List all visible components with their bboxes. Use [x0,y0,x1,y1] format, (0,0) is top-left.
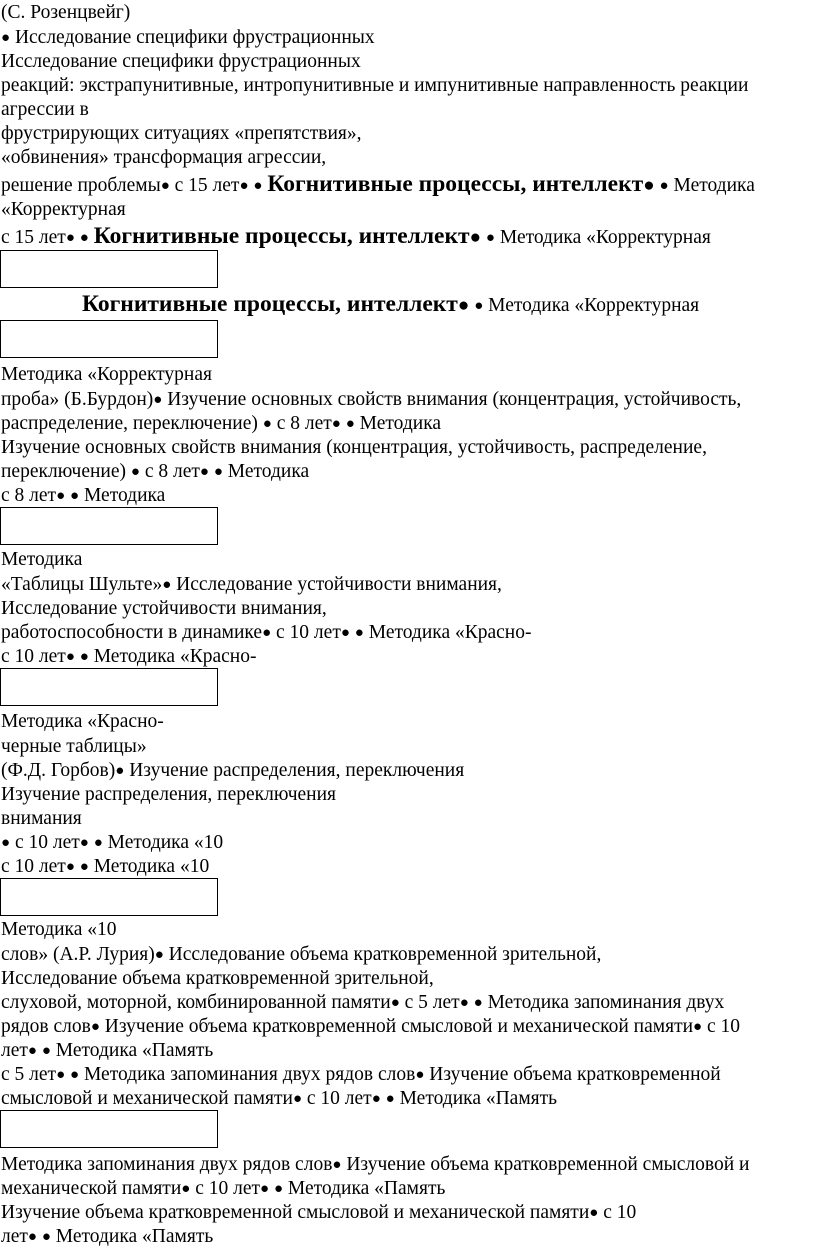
text-line-34: рядов слов● Изучение объема кратковременной смысловой и механической памяти● с 10 [1,1016,740,1037]
bullet-icon: ● [474,298,484,314]
bullet-icon: ● [390,995,400,1011]
text-line-11: Когнитивные процессы, интеллект● ● Методика «Корректурная [82,291,700,317]
bullet-icon: ● [473,995,483,1011]
bullet-icon: ● [415,1067,425,1083]
bullet-icon: ● [65,230,75,246]
form-box [0,250,218,288]
bullet-icon: ● [331,416,341,432]
text-line-8: решение проблемы● с 15 лет● ● Когнитивные процессы, интеллект● ● Методика [1,171,755,197]
bullet-icon: ● [130,464,140,480]
bullet-icon: ● [199,464,209,480]
text-line-2: ● Исследование специфики фрустрационных [1,27,375,48]
form-box [0,507,218,545]
text-line-40: Изучение объема кратковременной смысловой и механической памяти● с 10 [1,1202,637,1223]
text-line-21: работоспособности в динамике● с 10 лет● ● Методика «Красно- [1,622,532,643]
bullet-icon: ● [239,178,249,194]
bullet-icon: ● [385,1091,395,1107]
bullet-icon: ● [253,178,263,194]
text-line-17: с 8 лет● ● Методика [1,485,166,506]
bullet-icon: ● [79,859,89,875]
bullet-icon: ● [589,1205,599,1221]
form-box [0,320,218,358]
text-line-16: переключение) ● с 8 лет● ● Методика [1,461,310,482]
bullet-icon: ● [181,1181,191,1197]
text-line-39: механической памяти● с 10 лет● ● Методика «Память [1,1178,446,1199]
bullet-icon: ● [469,227,482,248]
bullet-icon: ● [79,230,89,246]
text-line-3: Исследование специфики фрустрационных [1,51,361,72]
text-line-31: слов» (А.Р. Лурия)● Исследование объема кратковременной зрительной, [1,944,602,965]
bullet-icon: ● [213,464,223,480]
bullet-icon: ● [345,416,355,432]
text-line-14: распределение, переключение) ● с 8 лет● ● Методика [1,413,442,434]
bullet-icon: ● [79,835,89,851]
bullet-icon: ● [27,1229,37,1245]
form-box [0,1110,218,1148]
text-line-9: «Корректурная [1,199,126,220]
text-line-38: Методика запоминания двух рядов слов● Изучение объема кратковременной смысловой и [1,1154,750,1175]
text-line-36: с 5 лет● ● Методика запоминания двух рядов слов● Изучение объема кратковременной [1,1064,721,1085]
text-line-19: «Таблицы Шульте»● Исследование устойчивости внимания, [1,574,502,595]
text-line-30: Методика «10 [1,919,117,940]
text-line-37: смысловой и механической памяти● с 10 лет● ● Методика «Память [1,1088,558,1109]
text-line-4: реакций: экстрапунитивные, интропунитивные и импунитивные направленность реакции [1,75,749,96]
bullet-icon: ● [27,1043,37,1059]
text-line-22: с 10 лет● ● Методика «Красно- [1,646,257,667]
bullet-icon: ● [292,1091,303,1107]
bullet-icon: ● [93,835,103,851]
bullet-icon: ● [90,1019,100,1035]
text-line-25: (Ф.Д. Горбов)● Изучение распределения, переключения [1,760,465,781]
bullet-icon: ● [262,416,272,432]
text-line-12: Методика «Корректурная [1,364,212,385]
bullet-icon: ● [65,859,75,875]
text-line-20: Исследование устойчивости внимания, [1,598,327,619]
bullet-icon: ● [659,178,669,194]
text-line-28: ● с 10 лет● ● Методика «10 [1,832,224,853]
bullet-icon: ● [273,1181,284,1197]
bullet-icon: ● [160,178,170,194]
bullet-icon: ● [79,649,89,665]
text-line-1: (С. Розенцвейг) [1,2,131,23]
bullet-icon: ● [115,763,125,779]
text-line-33: слуховой, моторной, комбинированной памяти● с 5 лет● ● Методика запоминания двух [1,992,725,1013]
bullet-icon: ● [1,30,11,46]
bullet-icon: ● [693,1019,703,1035]
bullet-icon: ● [485,230,495,246]
form-box [0,668,218,706]
bullet-icon: ● [1,835,11,851]
bullet-icon: ● [260,1181,270,1197]
bullet-icon: ● [41,1043,51,1059]
bullet-icon: ● [153,392,163,408]
text-line-27: внимания [1,808,82,829]
bullet-icon: ● [41,1229,51,1245]
bullet-icon: ● [340,625,350,641]
text-line-41: лет● ● Методика «Память [1,1226,214,1247]
text-line-35: лет● ● Методика «Память [1,1040,214,1061]
form-box [0,878,218,916]
text-line-24: черные таблицы» [1,736,147,757]
bullet-icon: ● [457,295,470,316]
text-line-10: с 15 лет● ● Когнитивные процессы, интеллект● ● Методика «Корректурная [1,223,711,249]
bullet-icon: ● [643,175,655,196]
text-line-18: Методика [1,549,83,570]
bullet-icon: ● [154,947,164,963]
bullet-icon: ● [56,1067,66,1083]
text-line-32: Исследование объема кратковременной зрительной, [1,968,434,989]
bullet-icon: ● [459,995,469,1011]
bullet-icon: ● [262,625,272,641]
bullet-icon: ● [65,649,75,665]
bullet-icon: ● [162,577,172,593]
bullet-icon: ● [70,1067,80,1083]
text-line-29: с 10 лет● ● Методика «10 [1,856,210,877]
text-line-13: проба» (Б.Бурдон)● Изучение основных свойств внимания (концентрация, устойчивость, [1,389,742,410]
text-line-26: Изучение распределения, переключения [1,784,337,805]
bullet-icon: ● [332,1157,342,1173]
text-line-7: «обвинения» трансформация агрессии, [1,147,327,168]
text-line-15: Изучение основных свойств внимания (концентрация, устойчивость, распределение, [1,437,707,458]
bullet-icon: ● [354,625,364,641]
text-line-5: агрессии в [1,99,89,120]
bullet-icon: ● [70,488,80,504]
text-line-6: фрустрирующих ситуациях «препятствия», [1,123,362,144]
text-line-23: Методика «Красно- [1,711,164,732]
bullet-icon: ● [371,1091,381,1107]
bullet-icon: ● [56,488,66,504]
